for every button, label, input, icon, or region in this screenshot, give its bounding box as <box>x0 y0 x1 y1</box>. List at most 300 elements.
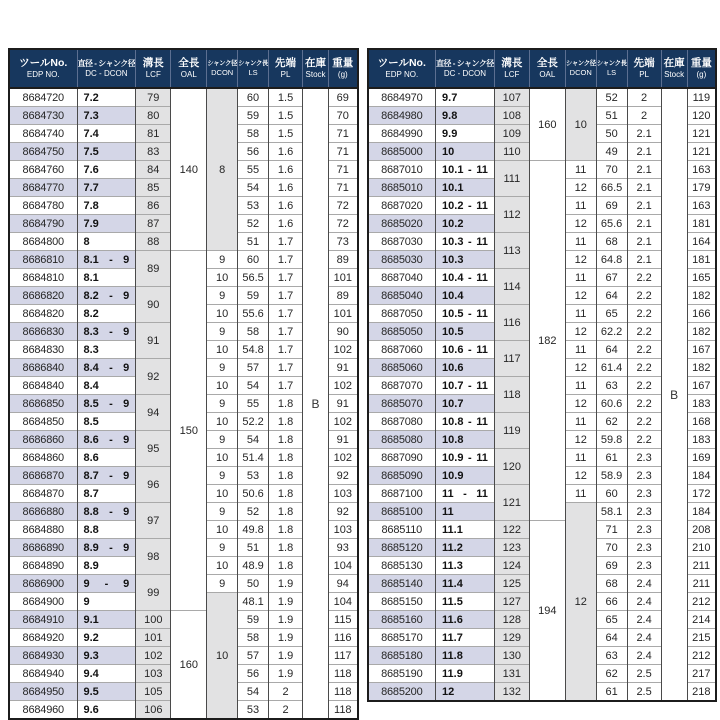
weight-cell: 101 <box>329 305 358 323</box>
ls-cell: 53 <box>238 197 269 215</box>
weight-cell: 93 <box>329 539 358 557</box>
lcf-cell: 132 <box>494 683 529 702</box>
column-header-en: Stock <box>305 70 326 79</box>
pl-cell: 1.7 <box>269 233 303 251</box>
lcf-cell: 103 <box>136 665 171 683</box>
lcf-cell: 107 <box>494 88 529 107</box>
dcon-cell: 11 <box>565 269 596 287</box>
weight-cell: 218 <box>687 683 716 702</box>
column-header-en: EDP NO. <box>26 70 60 79</box>
dc-cell: 9.4 <box>77 665 136 683</box>
edp-cell: 8686900 <box>9 575 77 593</box>
table-row <box>368 88 717 107</box>
edp-cell: 8684950 <box>9 683 77 701</box>
weight-cell: 118 <box>329 683 358 701</box>
pl-cell: 1.9 <box>269 665 303 683</box>
dc-cell: 9.8 <box>436 107 495 125</box>
ls-cell: 54 <box>238 683 269 701</box>
edp-cell: 8685130 <box>368 557 436 575</box>
column-header-lcf <box>494 49 529 88</box>
dcon-value: 9 <box>123 469 130 482</box>
edp-cell: 8687050 <box>368 305 436 323</box>
pl-cell: 1.6 <box>269 179 303 197</box>
edp-cell: 8684790 <box>9 215 77 233</box>
pl-cell: 2.3 <box>627 449 661 467</box>
dc-cell: 7.6 <box>77 161 136 179</box>
pl-cell: 1.6 <box>269 161 303 179</box>
edp-cell: 8686860 <box>9 431 77 449</box>
lcf-cell: 127 <box>494 593 529 611</box>
column-header-stock <box>303 49 329 88</box>
dcon-cell: 11 <box>565 485 596 503</box>
edp-cell: 8684930 <box>9 647 77 665</box>
weight-cell: 103 <box>329 521 358 539</box>
edp-cell: 8684810 <box>9 269 77 287</box>
edp-cell: 8686840 <box>9 359 77 377</box>
dc-dash: - <box>468 163 472 176</box>
dc-cell: 9.5 <box>77 683 136 701</box>
dcon-value: 9 <box>123 289 130 302</box>
lcf-cell: 83 <box>136 143 171 161</box>
edp-cell: 8685000 <box>368 143 436 161</box>
edp-cell: 8685030 <box>368 251 436 269</box>
lcf-cell: 123 <box>494 539 529 557</box>
edp-cell: 8684920 <box>9 629 77 647</box>
dc-cell <box>77 359 136 377</box>
column-header-lcf <box>136 49 171 88</box>
edp-cell: 8686870 <box>9 467 77 485</box>
pl-cell: 1.9 <box>269 611 303 629</box>
ls-cell: 48.9 <box>238 557 269 575</box>
dc-cell: 10.1 <box>436 179 495 197</box>
oal-cell: 194 <box>529 521 565 702</box>
ls-cell: 50.6 <box>238 485 269 503</box>
pl-cell: 1.8 <box>269 521 303 539</box>
weight-cell: 91 <box>329 395 358 413</box>
weight-cell: 210 <box>687 539 716 557</box>
edp-cell: 8685010 <box>368 179 436 197</box>
pl-cell: 1.9 <box>269 593 303 611</box>
edp-cell: 8685020 <box>368 215 436 233</box>
dc-cell: 8.3 <box>77 341 136 359</box>
edp-cell: 8684900 <box>9 593 77 611</box>
weight-cell: 117 <box>329 647 358 665</box>
dc-dash: - <box>109 289 113 302</box>
edp-cell: 8687010 <box>368 161 436 179</box>
edp-cell: 8684830 <box>9 341 77 359</box>
weight-cell: 118 <box>329 665 358 683</box>
edp-cell: 8684990 <box>368 125 436 143</box>
dc-value: 8.1 <box>83 253 99 266</box>
edp-cell: 8684770 <box>9 179 77 197</box>
column-header-en: OAL <box>539 70 556 79</box>
header-row <box>9 49 358 88</box>
dcon-value: 9 <box>123 577 130 590</box>
pl-cell: 2.3 <box>627 539 661 557</box>
column-header-en: PL <box>639 70 649 79</box>
ls-cell: 70 <box>596 539 627 557</box>
weight-cell: 181 <box>687 215 716 233</box>
dc-dash: - <box>109 253 113 266</box>
pl-cell: 1.6 <box>269 197 303 215</box>
pl-cell: 1.7 <box>269 287 303 305</box>
dc-cell <box>77 431 136 449</box>
column-header-ja: 在庫 <box>305 57 327 70</box>
column-header-ja: 先端 <box>275 57 297 70</box>
edp-cell: 8685200 <box>368 683 436 702</box>
edp-cell: 8684860 <box>9 449 77 467</box>
edp-cell: 8685170 <box>368 629 436 647</box>
dc-cell: 10.7 <box>436 395 495 413</box>
weight-cell: 182 <box>687 323 716 341</box>
lcf-cell: 87 <box>136 215 171 233</box>
column-header-en: LS <box>248 67 258 77</box>
column-header-ja: 溝長 <box>142 57 164 70</box>
edp-cell: 8684870 <box>9 485 77 503</box>
dc-dash: - <box>468 235 472 248</box>
ls-cell: 54 <box>238 377 269 395</box>
pl-cell: 2.2 <box>627 305 661 323</box>
pl-cell: 1.5 <box>269 107 303 125</box>
ls-cell: 52.2 <box>238 413 269 431</box>
dc-cell: 9.3 <box>77 647 136 665</box>
weight-cell: 179 <box>687 179 716 197</box>
ls-cell: 50 <box>238 575 269 593</box>
weight-cell: 73 <box>329 233 358 251</box>
dc-cell: 7.4 <box>77 125 136 143</box>
pl-cell: 2.5 <box>627 665 661 683</box>
weight-cell: 115 <box>329 611 358 629</box>
dcon-cell: 11 <box>565 233 596 251</box>
lcf-cell: 130 <box>494 647 529 665</box>
ls-cell: 65 <box>596 305 627 323</box>
weight-cell: 167 <box>687 341 716 359</box>
ls-cell: 50 <box>596 125 627 143</box>
dcon-cell: 11 <box>565 161 596 179</box>
edp-cell: 8685120 <box>368 539 436 557</box>
column-header-oal <box>529 49 565 88</box>
pl-cell: 2.3 <box>627 467 661 485</box>
pl-cell: 2.2 <box>627 341 661 359</box>
dcon-cell: 11 <box>565 449 596 467</box>
dc-value: 8.8 <box>83 505 99 518</box>
weight-cell: 164 <box>687 233 716 251</box>
ls-cell: 66.5 <box>596 179 627 197</box>
edp-cell: 8687070 <box>368 377 436 395</box>
column-header-ls <box>238 49 269 88</box>
ls-cell: 53 <box>238 467 269 485</box>
dc-cell <box>436 485 495 503</box>
dc-cell <box>436 233 495 251</box>
ls-cell: 62 <box>596 665 627 683</box>
lcf-cell: 90 <box>136 287 171 323</box>
dc-cell: 11.5 <box>436 593 495 611</box>
dc-cell <box>77 503 136 521</box>
ls-cell: 57 <box>238 647 269 665</box>
pl-cell: 2.2 <box>627 269 661 287</box>
dcon-cell: 12 <box>565 395 596 413</box>
edp-cell: 8684960 <box>9 701 77 720</box>
dcon-cell: 10 <box>207 449 238 467</box>
lcf-cell: 84 <box>136 161 171 179</box>
dcon-cell: 9 <box>207 431 238 449</box>
ls-cell: 66 <box>596 593 627 611</box>
pl-cell: 2.1 <box>627 179 661 197</box>
dc-dash: - <box>109 433 113 446</box>
lcf-cell: 117 <box>494 341 529 377</box>
dcon-value: 9 <box>123 541 130 554</box>
dc-cell <box>436 449 495 467</box>
weight-cell: 217 <box>687 665 716 683</box>
ls-cell: 56 <box>238 665 269 683</box>
dc-cell: 8.6 <box>77 449 136 467</box>
pl-cell: 1.7 <box>269 377 303 395</box>
weight-cell: 72 <box>329 197 358 215</box>
pl-cell: 1.5 <box>269 88 303 107</box>
ls-cell: 55 <box>238 161 269 179</box>
dc-cell: 8.4 <box>77 377 136 395</box>
dcon-cell: 10 <box>207 269 238 287</box>
pl-cell: 2 <box>269 701 303 720</box>
dcon-value: 11 <box>476 271 488 284</box>
edp-cell: 8684980 <box>368 107 436 125</box>
column-header-en: DCON <box>569 67 592 77</box>
weight-cell: 165 <box>687 269 716 287</box>
dc-value: 10.3 <box>442 235 464 248</box>
weight-cell: 89 <box>329 287 358 305</box>
ls-cell: 60 <box>238 88 269 107</box>
dc-cell: 11.4 <box>436 575 495 593</box>
lcf-cell: 98 <box>136 539 171 575</box>
column-header-ja: 全長 <box>178 57 200 70</box>
dc-dash: - <box>468 307 472 320</box>
dcon-cell: 11 <box>565 197 596 215</box>
dc-dash: - <box>109 469 113 482</box>
weight-cell: 102 <box>329 413 358 431</box>
column-header-ja: シャンク長 <box>238 60 268 68</box>
pl-cell: 1.8 <box>269 485 303 503</box>
ls-cell: 59.8 <box>596 431 627 449</box>
ls-cell: 70 <box>596 161 627 179</box>
dc-dash: - <box>468 451 472 464</box>
dc-cell: 10.2 <box>436 215 495 233</box>
dcon-cell: 8 <box>207 88 238 251</box>
dc-cell: 10.6 <box>436 359 495 377</box>
ls-cell: 54.8 <box>238 341 269 359</box>
column-header-ja: 先端 <box>633 57 655 70</box>
pl-cell: 2.2 <box>627 431 661 449</box>
edp-cell: 8685070 <box>368 395 436 413</box>
ls-cell: 71 <box>596 521 627 539</box>
edp-cell: 8686890 <box>9 539 77 557</box>
dcon-value: 11 <box>476 415 488 428</box>
pl-cell: 2.2 <box>627 395 661 413</box>
dcon-value: 9 <box>123 361 130 374</box>
column-header-en: DC - DCON <box>85 68 128 78</box>
dcon-cell: 11 <box>565 377 596 395</box>
lcf-cell: 112 <box>494 197 529 233</box>
lcf-cell: 111 <box>494 161 529 197</box>
dc-cell: 11.7 <box>436 629 495 647</box>
weight-cell: 168 <box>687 413 716 431</box>
dcon-value: 9 <box>123 397 130 410</box>
column-header-en: Stock <box>664 70 685 79</box>
lcf-cell: 91 <box>136 323 171 359</box>
dcon-value: 11 <box>476 163 488 176</box>
dc-dash: - <box>468 199 472 212</box>
weight-cell: 167 <box>687 377 716 395</box>
dc-cell: 7.5 <box>77 143 136 161</box>
pl-cell: 1.8 <box>269 431 303 449</box>
ls-cell: 57 <box>238 359 269 377</box>
edp-cell: 8684850 <box>9 413 77 431</box>
pl-cell: 2.3 <box>627 485 661 503</box>
dc-cell: 9.6 <box>77 701 136 720</box>
dc-value: 10.6 <box>442 343 464 356</box>
dc-value: 10.2 <box>442 199 464 212</box>
column-header-en: DC - DCON <box>443 68 487 78</box>
dc-cell: 7.2 <box>77 88 136 107</box>
dc-cell: 8.2 <box>77 305 136 323</box>
catalog-tables <box>8 48 717 720</box>
pl-cell: 2.3 <box>627 503 661 521</box>
dc-dash: - <box>109 505 113 518</box>
weight-cell: 184 <box>687 503 716 521</box>
dc-cell: 11.1 <box>436 521 495 539</box>
weight-cell: 69 <box>329 88 358 107</box>
weight-cell: 212 <box>687 647 716 665</box>
pl-cell: 1.6 <box>269 143 303 161</box>
dc-cell <box>436 413 495 431</box>
dcon-cell: 12 <box>565 503 596 702</box>
column-header-dcon <box>565 49 596 88</box>
ls-cell: 69 <box>596 557 627 575</box>
dc-cell <box>436 161 495 179</box>
dc-cell: 8.8 <box>77 521 136 539</box>
weight-cell: 94 <box>329 575 358 593</box>
weight-cell: 71 <box>329 125 358 143</box>
dc-value: 10.9 <box>442 451 464 464</box>
dc-value: 8.5 <box>83 397 99 410</box>
lcf-cell: 96 <box>136 467 171 503</box>
dc-value: 10.4 <box>442 271 464 284</box>
dc-cell: 10.4 <box>436 287 495 305</box>
pl-cell: 2.5 <box>627 683 661 702</box>
dc-cell: 10.8 <box>436 431 495 449</box>
ls-cell: 55 <box>238 395 269 413</box>
dcon-cell: 12 <box>565 359 596 377</box>
dcon-value: 11 <box>476 235 488 248</box>
column-header-dcon <box>207 49 238 88</box>
edp-cell: 8686830 <box>9 323 77 341</box>
edp-cell: 8687040 <box>368 269 436 287</box>
weight-cell: 71 <box>329 143 358 161</box>
ls-cell: 64 <box>596 341 627 359</box>
lcf-cell: 100 <box>136 611 171 629</box>
dcon-cell: 12 <box>565 323 596 341</box>
edp-cell: 8687090 <box>368 449 436 467</box>
dc-cell: 9.7 <box>436 88 495 107</box>
ls-cell: 58 <box>238 323 269 341</box>
pl-cell: 2.2 <box>627 287 661 305</box>
dc-value: 8.3 <box>83 325 99 338</box>
column-header-pl <box>627 49 661 88</box>
column-header-en: LCF <box>145 70 161 79</box>
dc-dash: - <box>463 487 467 500</box>
lcf-cell: 81 <box>136 125 171 143</box>
pl-cell: 2.1 <box>627 143 661 161</box>
column-header-ja: 全長 <box>536 57 558 70</box>
weight-cell: 163 <box>687 197 716 215</box>
edp-cell: 8685160 <box>368 611 436 629</box>
edp-cell: 8685040 <box>368 287 436 305</box>
weight-cell: 103 <box>329 485 358 503</box>
weight-cell: 90 <box>329 323 358 341</box>
dc-cell: 7.7 <box>77 179 136 197</box>
pl-cell: 1.7 <box>269 341 303 359</box>
oal-cell: 160 <box>529 88 565 161</box>
dc-cell: 11.3 <box>436 557 495 575</box>
lcf-cell: 89 <box>136 251 171 287</box>
dc-dash: - <box>468 379 472 392</box>
weight-cell: 119 <box>687 88 716 107</box>
dc-cell: 8.1 <box>77 269 136 287</box>
lcf-cell: 122 <box>494 521 529 539</box>
ls-cell: 64 <box>596 287 627 305</box>
lcf-cell: 95 <box>136 431 171 467</box>
ls-cell: 64.8 <box>596 251 627 269</box>
dc-cell <box>77 287 136 305</box>
ls-cell: 62.2 <box>596 323 627 341</box>
ls-cell: 48.1 <box>238 593 269 611</box>
weight-cell: 211 <box>687 575 716 593</box>
dcon-cell: 10 <box>207 593 238 720</box>
dc-cell: 8 <box>77 233 136 251</box>
edp-cell: 8685190 <box>368 665 436 683</box>
ls-cell: 59 <box>238 611 269 629</box>
dc-cell <box>77 539 136 557</box>
dc-value: 8.4 <box>83 361 99 374</box>
edp-cell: 8685110 <box>368 521 436 539</box>
column-header-en: PL <box>280 70 291 79</box>
dc-cell <box>436 269 495 287</box>
lcf-cell: 80 <box>136 107 171 125</box>
dcon-cell: 10 <box>207 485 238 503</box>
column-header-edp <box>368 49 436 88</box>
ls-cell: 59 <box>238 107 269 125</box>
dcon-cell: 9 <box>207 323 238 341</box>
dcon-value: 11 <box>476 379 488 392</box>
ls-cell: 51 <box>238 233 269 251</box>
dc-cell <box>77 323 136 341</box>
pl-cell: 1.7 <box>269 269 303 287</box>
ls-cell: 52 <box>238 215 269 233</box>
weight-cell: 102 <box>329 341 358 359</box>
dc-cell <box>77 251 136 269</box>
lcf-cell: 99 <box>136 575 171 611</box>
dcon-value: 9 <box>123 505 130 518</box>
column-header-ja: 在庫 <box>663 57 685 70</box>
dc-cell: 7.3 <box>77 107 136 125</box>
weight-cell: 101 <box>329 269 358 287</box>
pl-cell: 2.1 <box>627 161 661 179</box>
ls-cell: 59 <box>238 287 269 305</box>
pl-cell: 2.1 <box>627 197 661 215</box>
dcon-cell: 10 <box>207 521 238 539</box>
table-row <box>9 88 358 107</box>
dcon-cell: 10 <box>565 88 596 161</box>
dc-cell <box>436 341 495 359</box>
